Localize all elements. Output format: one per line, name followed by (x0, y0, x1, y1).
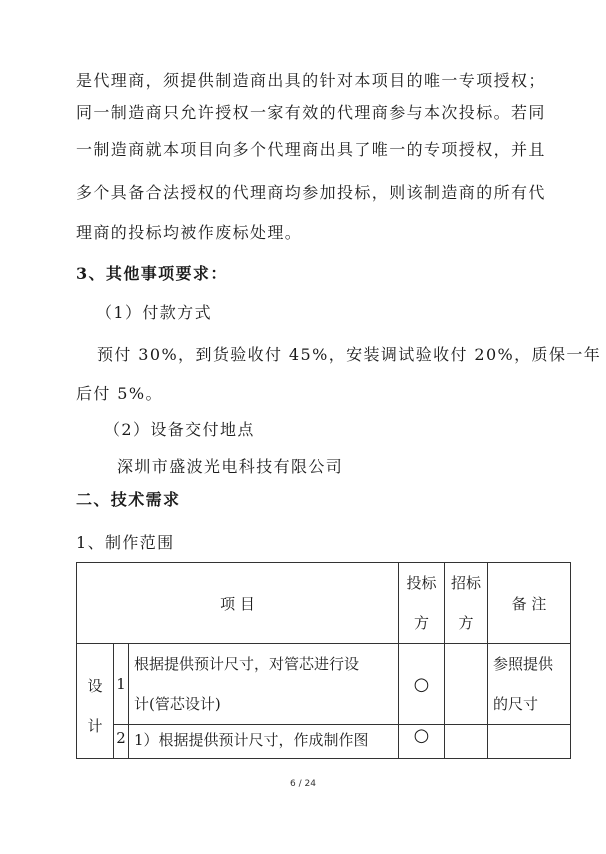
scope-subheading: 1、制作范围 (76, 533, 175, 552)
row-description: 1）根据提供预计尺寸，作成制作图 (129, 725, 399, 759)
header-bidder-line-2: 方 (414, 614, 430, 632)
delivery-place: 深圳市盛波光电科技有限公司 (117, 457, 344, 476)
design-group-label-bottom: 计 (87, 717, 103, 735)
bidder-mark: ○ (399, 725, 445, 759)
payment-heading: （1）付款方式 (96, 303, 212, 322)
page-number: 6 / 24 (290, 779, 316, 789)
row-description-line-2: 计(管芯设计) (134, 695, 221, 713)
row-number: 1 (114, 644, 129, 725)
row-note (488, 644, 571, 725)
delivery-heading: （2）设备交付地点 (104, 420, 255, 439)
table-row (77, 644, 571, 725)
scope-table (76, 562, 571, 759)
paragraph-line-5: 理商的投标均被作废标处理。 (76, 223, 303, 242)
row-note-line-2: 的尺寸 (493, 695, 539, 713)
design-group-cell (77, 644, 114, 759)
tenderer-mark (445, 725, 488, 759)
row-description (129, 644, 399, 725)
header-tenderer-line-1: 招标 (451, 574, 482, 592)
table-row (77, 725, 571, 759)
tenderer-mark (445, 644, 488, 725)
section-heading-other: 3、其他事项要求： (76, 264, 228, 283)
header-bidder (399, 563, 445, 644)
row-description-line-1: 根据提供预计尺寸，对管芯进行设 (134, 655, 360, 673)
header-tenderer-line-2: 方 (458, 614, 474, 632)
bidder-mark: ○ (399, 644, 445, 725)
row-note (488, 725, 571, 759)
paragraph-line-3: 一制造商就本项目向多个代理商出具了唯一的专项授权，并且 (76, 140, 546, 159)
header-note: 备 注 (488, 563, 571, 644)
tech-section-heading: 二、技术需求 (76, 490, 181, 509)
header-bidder-line-1: 投标 (406, 574, 437, 592)
paragraph-line-4: 多个具备合法授权的代理商均参加投标，则该制造商的所有代 (76, 183, 546, 202)
design-group-label-top: 设 (87, 677, 103, 695)
paragraph-line-1: 是代理商，须提供制造商出具的针对本项目的唯一专项授权； (76, 71, 546, 90)
header-item: 项 目 (77, 563, 399, 644)
payment-terms-line-1: 预付 30%，到货验收付 45%，安装调试验收付 20%，质保一年 (97, 345, 602, 364)
row-note-line-1: 参照提供 (493, 655, 554, 673)
header-tenderer (445, 563, 488, 644)
payment-terms-line-2: 后付 5%。 (76, 384, 163, 403)
paragraph-line-2: 同一制造商只允许授权一家有效的代理商参与本次投标。若同 (76, 103, 546, 122)
table-header-row (77, 563, 571, 644)
row-number: 2 (114, 725, 129, 759)
